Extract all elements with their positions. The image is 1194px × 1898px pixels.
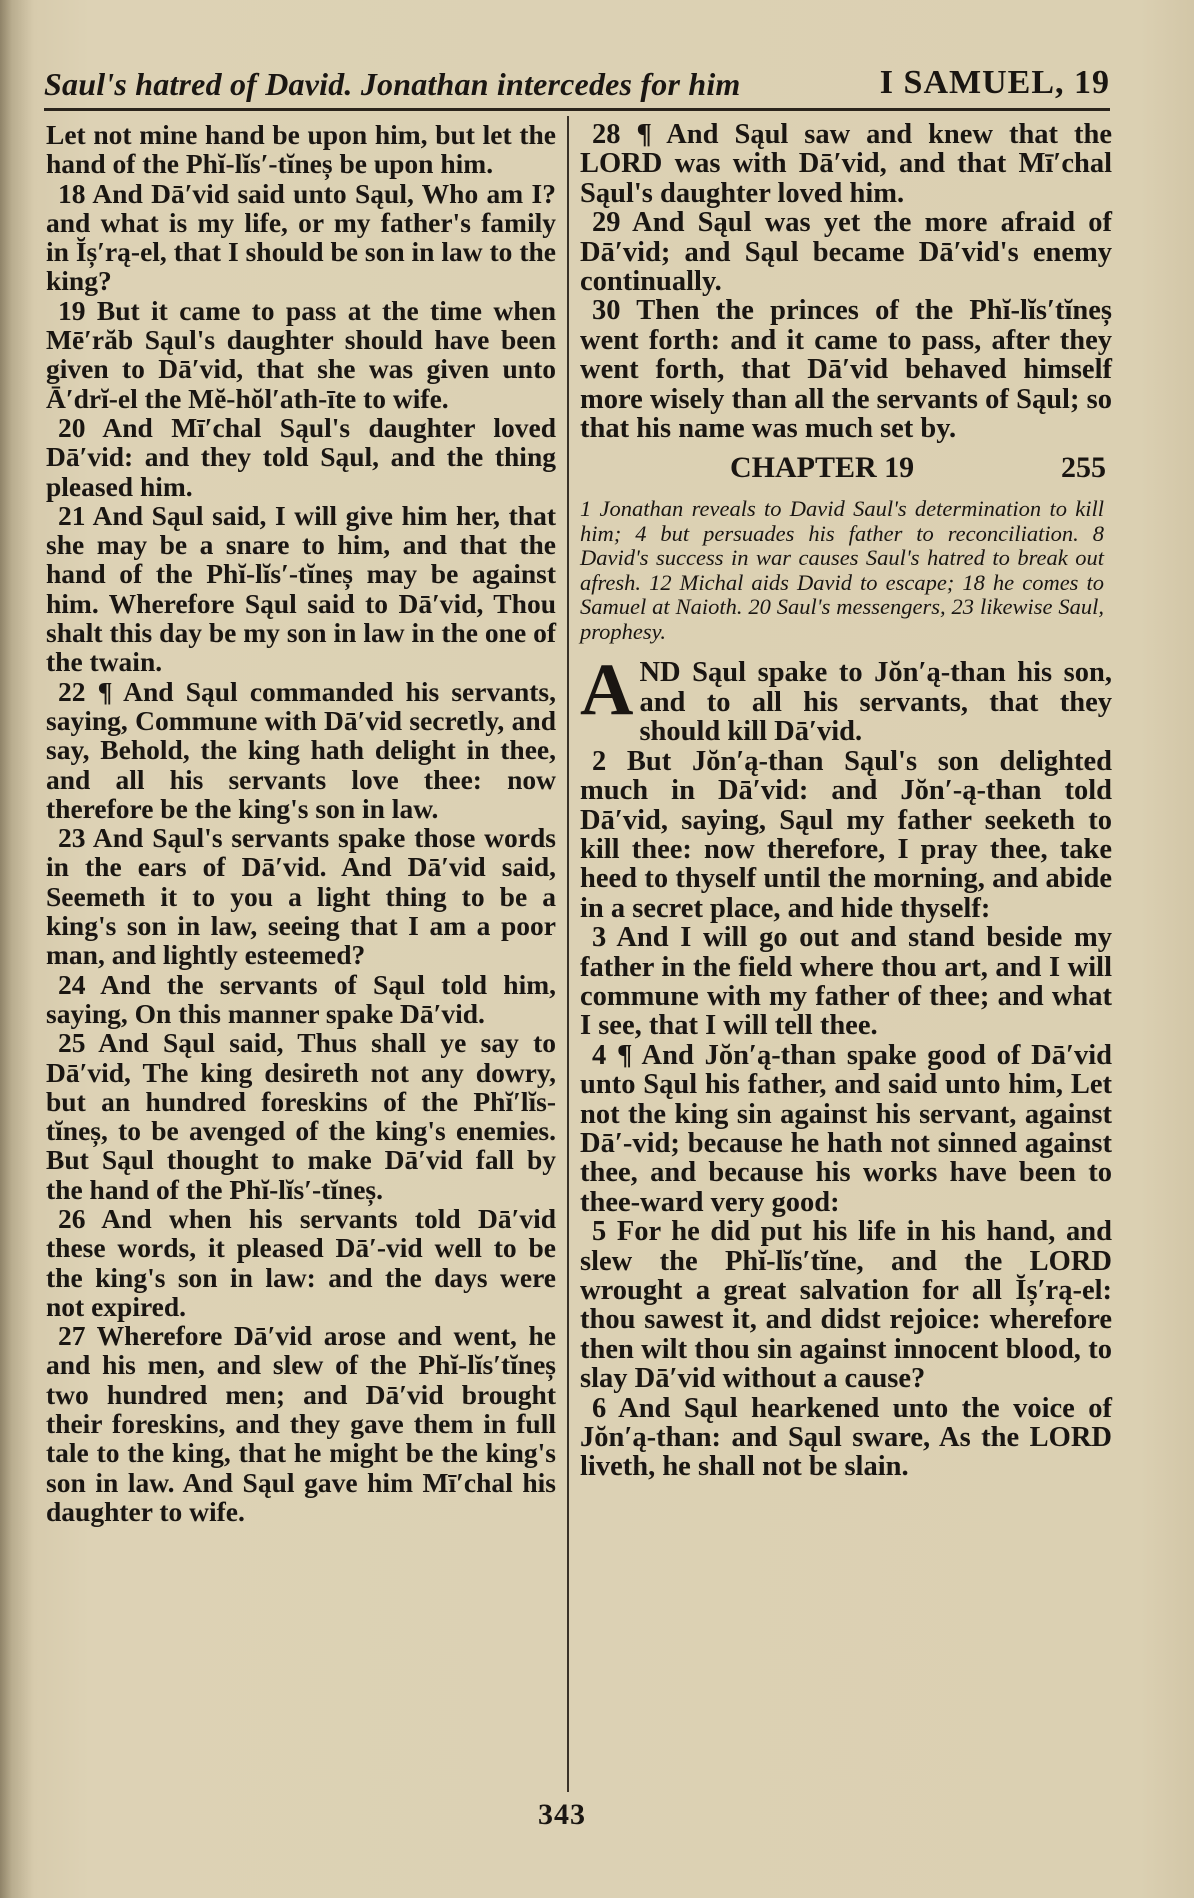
verse-18: 18 And Dā′vid said unto Sąul, Who am I? and what is my life, or my father's family in Ĭș′rą-el, that I should be son in law to the king? <box>46 177 556 297</box>
verse-1 <box>580 649 1112 748</box>
drop-cap-letter: A <box>580 649 634 732</box>
verse-25: 25 And Sąul said, Thus shall ye say to Dā′vid, The king desireth not any dowry, but an hundred foreskins of the Phĭ′lĭs-tĭneș, to be avenged of the king's enemies. But Sąul thought to make Dā′vid fall by the hand of the Phĭ-lĭs′-tĭneș. <box>46 1027 556 1205</box>
column-divider <box>567 116 569 1792</box>
chapter-heading <box>580 449 1112 489</box>
header-subject: Saul's hatred of David. Jonathan intercedes for him <box>44 66 741 102</box>
verse-27: 27 Wherefore Dā′vid arose and went, he and his men, and slew of the Phĭ-lĭs′tĭneș two hundred men; and Dā′vid brought their foreskins, and they gave them in full tale to the king, that he might be the king's son in law. And Sąul gave him Mī′chal his daughter to wife. <box>46 1320 556 1527</box>
verse-1-text: ND Sąul spake to Jŏn′ą-than his son, and to all his servants, that they should kill Dā′vid. <box>639 657 1112 748</box>
running-header <box>44 62 1110 111</box>
verse-2: 2 But Jŏn′ą-than Sąul's son delighted much in Dā′vid: and Jŏn′-ą-than told Dā′vid, saying, Sąul my father seeketh to kill thee: now therefore, I pray thee, take heed to thyself until the morning, and abide in a secret place, and hide thyself: <box>580 745 1112 924</box>
verse-5: 5 For he did put his life in his hand, and slew the Phĭ-lĭs′tĭne, and the LORD wrought a great salvation for all Ĭș′rą-el: thou sawest it, and didst rejoice: wherefore then wilt thou sin against innocent blood, to slay Dā′vid without a cause? <box>580 1216 1112 1395</box>
verse-20: 20 And Mī′chal Sąul's daughter loved Dā′vid: and they told Sąul, and the thing pleased him. <box>46 411 556 502</box>
right-column <box>580 120 1112 1482</box>
verse-24: 24 And the servants of Sąul told him, saying, On this manner spake Dā′vid. <box>46 968 556 1029</box>
verse-6: 6 And Sąul hearkened unto the voice of Jŏn′ą-than: and Sąul sware, As the LORD liveth, he shall not be slain. <box>580 1392 1112 1483</box>
verse-26: 26 And when his servants told Dā′vid these words, it pleased Dā′-vid well to be the king's son in law: and the days were not expired. <box>46 1202 556 1322</box>
chapter-reference-number: 255 <box>1061 451 1106 485</box>
page-number: 343 <box>538 1798 586 1831</box>
verse-17-continued: Let not mine hand be upon him, but let the hand of the Phĭ-lĭs′-tĭneș be upon him. <box>46 119 556 180</box>
verse-21: 21 And Sąul said, I will give him her, that she may be a snare to him, and that the hand of the Phĭ-lĭs′-tĭneș may be against him. Wherefore Sąul said to Dā′vid, Thou shalt this day be my son in law in the one of the twain. <box>46 499 556 678</box>
verse-3: 3 And I will go out and stand beside my father in the field where thou art, and I will commune with my father of thee; and what I see, that I will tell thee. <box>580 922 1112 1042</box>
chapter-summary: 1 Jonathan reveals to David Saul's determination to kill him; 4 but persuades his father to reconciliation. 8 David's success in war causes Saul's hatred to break out afresh. 12 Michal aids David to escape; 18 he comes to Samuel at Naioth. 20 Saul's messengers, 23 likewise Saul, prophesy. <box>580 496 1104 644</box>
verse-29: 29 And Sąul was yet the more afraid of Dā′vid; and Sąul became Dā′vid's enemy continually. <box>580 207 1112 298</box>
header-book-chapter: I SAMUEL, 19 <box>879 64 1110 101</box>
verse-22: 22 ¶ And Sąul commanded his servants, saying, Commune with Dā′vid secretly, and say, Behold, the king hath delight in thee, and all his servants love thee: now therefore be the king's son in law. <box>46 675 556 824</box>
verse-4: 4 ¶ And Jŏn′ą-than spake good of Dā′vid unto Sąul his father, and said unto him, Let not the king sin against his servant, against Dā′-vid; because he hath not sinned against thee, and because his works have been to thee-ward very good: <box>580 1039 1112 1218</box>
chapter-title: CHAPTER 19 <box>730 451 915 485</box>
verse-23: 23 And Sąul's servants spake those words in the ears of Dā′vid. And Dā′vid said, Seemeth it to you a light thing to be a king's son in law, seeing that I am a poor man, and lightly esteemed? <box>46 822 556 971</box>
verse-28: 28 ¶ And Sąul saw and knew that the LORD was with Dā′vid, and that Mī′chal Sąul's daughter loved him. <box>580 119 1112 209</box>
verse-30: 30 Then the princes of the Phĭ-lĭs′tĭneș went forth: and it came to pass, after they went forth, that Dā′vid behaved himself more wisely than all the servants of Sąul; so that his name was much set by. <box>580 295 1112 445</box>
left-column <box>46 120 556 1526</box>
verse-19: 19 But it came to pass at the time when Mē′răb Sąul's daughter should have been given to Dā′vid, that she was given unto Ā′drĭ-el the Mĕ-hŏl′ath-īte to wife. <box>46 294 556 414</box>
